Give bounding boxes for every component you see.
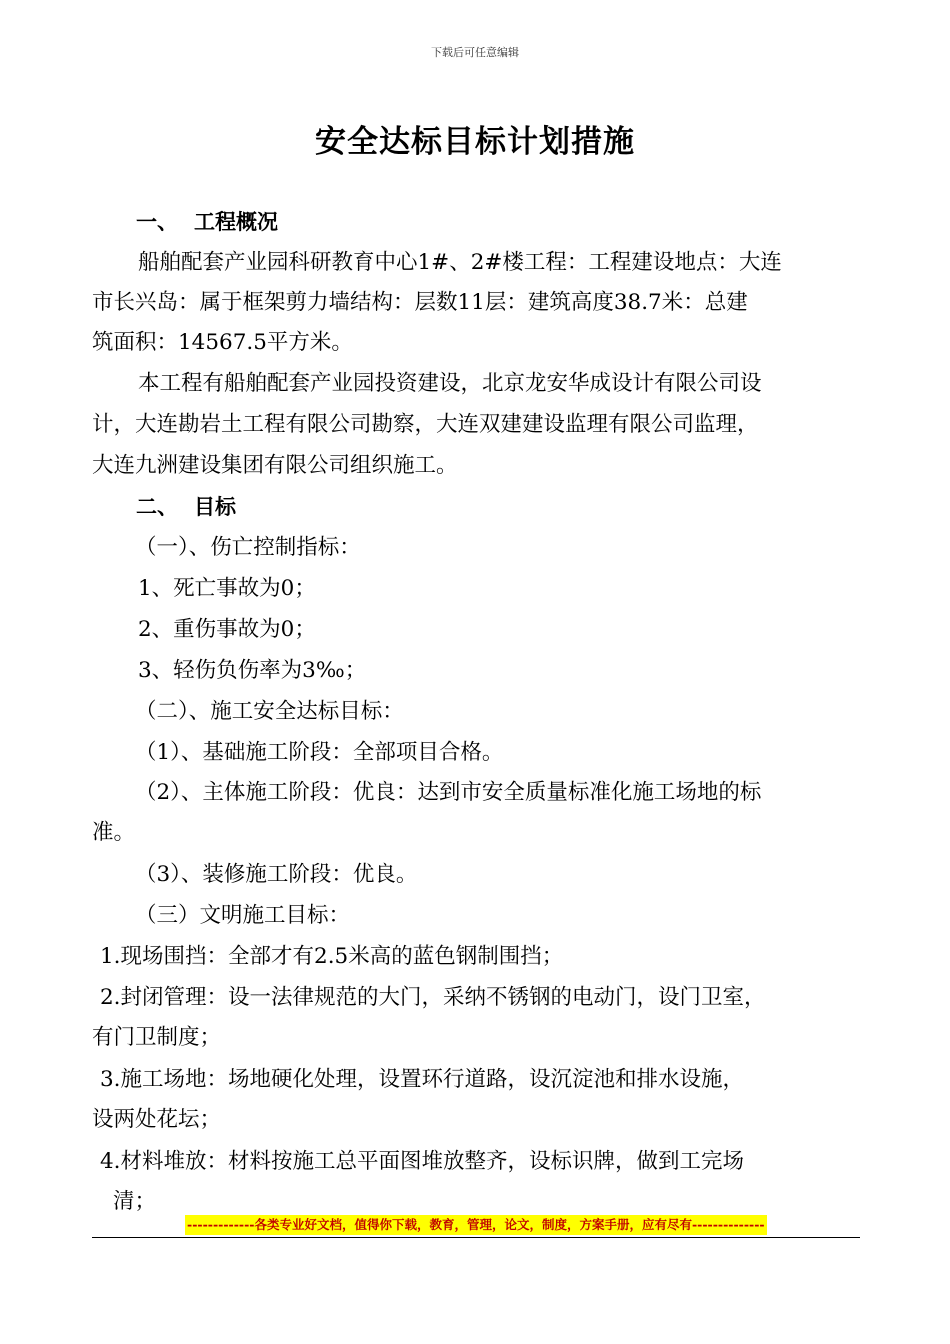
list-item: （一）、伤亡控制指标： xyxy=(135,535,361,560)
list-item: （1）、基础施工阶段：全部项目合格。 xyxy=(135,740,504,765)
list-item: 有门卫制度； xyxy=(92,1025,222,1050)
paragraph-line: 船舶配套产业园科研教育中心1#、2#楼工程：工程建设地点：大连 xyxy=(138,250,782,275)
list-item: 1.现场围挡：全部才有2.5米高的蓝色钢制围挡； xyxy=(100,944,564,969)
list-item: 清； xyxy=(113,1189,157,1214)
list-item: （3）、装修施工阶段：优良。 xyxy=(135,862,418,887)
list-item: 准。 xyxy=(92,820,136,845)
document-title: 安全达标目标计划措施 xyxy=(315,124,635,160)
paragraph-line: 本工程有船舶配套产业园投资建设，北京龙安华成设计有限公司设 xyxy=(138,371,762,396)
list-item: 4.材料堆放：材料按施工总平面图堆放整齐，设标识牌，做到工完场 xyxy=(100,1149,745,1174)
section-heading-overview xyxy=(136,202,906,242)
paragraph-line: 筑面积：14567.5平方米。 xyxy=(92,330,353,355)
paragraph-line: 大连九洲建设集团有限公司组织施工。 xyxy=(92,453,458,478)
list-item: （三）文明施工目标： xyxy=(135,903,351,928)
list-item: （2）、主体施工阶段：优良：达到市安全质量标准化施工场地的标 xyxy=(135,780,762,805)
section-number: 二、 xyxy=(136,495,178,519)
footer-banner: -------------各类专业好文档，值得你下载，教育，管理，论文，制度，方案手册，应有尽有-------------- xyxy=(185,1215,767,1235)
list-item: 1、死亡事故为0； xyxy=(138,576,316,601)
header-note: 下载后可任意编辑 xyxy=(431,46,519,59)
list-item: 设两处花坛； xyxy=(92,1107,222,1132)
paragraph-line: 市长兴岛：属于框架剪力墙结构：层数11层：建筑高度38.7米：总建 xyxy=(92,290,748,315)
section-title: 工程概况 xyxy=(194,210,278,234)
list-item: 3、轻伤负伤率为3‰； xyxy=(138,658,367,683)
list-item: 3.施工场地：场地硬化处理，设置环行道路，设沉淀池和排水设施， xyxy=(100,1067,745,1092)
section-heading-goals xyxy=(136,487,906,527)
list-item: （二）、施工安全达标目标： xyxy=(135,699,404,724)
list-item: 2、重伤事故为0； xyxy=(138,617,316,642)
section-title: 目标 xyxy=(194,495,236,519)
section-number: 一、 xyxy=(136,210,178,234)
footer-rule xyxy=(92,1237,860,1238)
list-item: 2.封闭管理：设一法律规范的大门，采纳不锈钢的电动门，设门卫室， xyxy=(100,985,766,1010)
paragraph-line: 计，大连勘岩土工程有限公司勘察，大连双建建设监理有限公司监理， xyxy=(92,412,759,437)
